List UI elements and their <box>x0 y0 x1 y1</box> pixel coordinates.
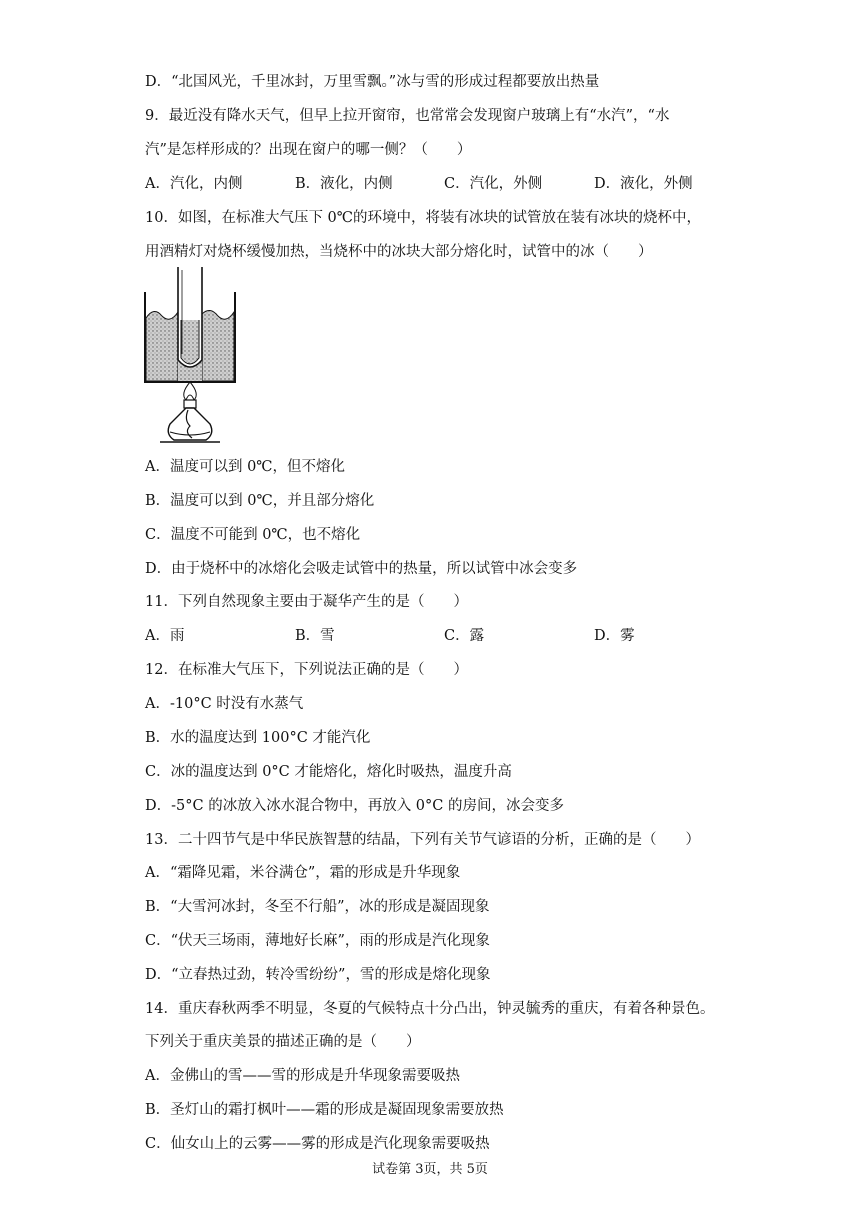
q10-option-d: D．由于烧杯中的冰熔化会吸走试管中的热量，所以试管中冰会变多 <box>145 561 578 577</box>
q12-option-b: B．水的温度达到 100°C 才能汽化 <box>145 730 371 746</box>
q9-option-a: A．汽化，内侧 <box>145 176 243 192</box>
q12-option-c: C．冰的温度达到 0°C 才能熔化，熔化时吸热，温度升高 <box>145 764 512 780</box>
q14-stem-line2: 下列关于重庆美景的描述正确的是（ ） <box>145 1034 421 1050</box>
q12-option-a: A．-10°C 时没有水蒸气 <box>145 696 304 712</box>
q9-stem-line2: 汽”是怎样形成的？出现在窗户的哪一侧？（ ） <box>145 142 472 158</box>
q9-stem-line1: 9．最近没有降水天气，但早上拉开窗帘，也常常会发现窗户玻璃上有“水汽”，“水 <box>145 108 670 124</box>
q11-stem: 11．下列自然现象主要由于凝华产生的是（ ） <box>145 594 468 610</box>
q9-option-c: C．汽化，外侧 <box>444 176 543 192</box>
q14-stem-line1: 14．重庆春秋两季不明显，冬夏的气候特点十分凸出，钟灵毓秀的重庆，有着各种景色。 <box>145 1001 715 1017</box>
apparatus-illustration <box>140 262 240 447</box>
q10-option-b: B．温度可以到 0℃，并且部分熔化 <box>145 493 375 509</box>
q8-option-d: D．“北国风光，千里冰封，万里雪飘。”冰与雪的形成过程都要放出热量 <box>145 74 600 90</box>
q14-option-c: C．仙女山上的云雾——雾的形成是汽化现象需要吸热 <box>145 1136 490 1152</box>
q11-option-c: C．露 <box>444 628 485 644</box>
q10-stem-line1: 10．如图，在标准大气压下 0℃的环境中，将装有冰块的试管放在装有冰块的烧杯中， <box>145 210 702 226</box>
q13-option-d: D．“立春热过劲，转冷雪纷纷”，雪的形成是熔化现象 <box>145 967 491 983</box>
q13-stem: 13．二十四节气是中华民族智慧的结晶，下列有关节气谚语的分析，正确的是（ ） <box>145 832 700 848</box>
q11-option-a: A．雨 <box>145 628 185 644</box>
q14-option-b: B．圣灯山的霜打枫叶——霜的形成是凝固现象需要放热 <box>145 1102 504 1118</box>
q13-option-b: B．“大雪河冰封，冬至不行船”，冰的形成是凝固现象 <box>145 899 490 915</box>
q13-option-a: A．“霜降见霜，米谷满仓”，霜的形成是升华现象 <box>145 865 461 881</box>
q12-option-d: D．-5°C 的冰放入冰水混合物中，再放入 0°C 的房间，冰会变多 <box>145 798 564 814</box>
q10-option-c: C．温度不可能到 0℃，也不熔化 <box>145 527 361 543</box>
q11-option-b: B．雪 <box>295 628 335 644</box>
q14-option-a: A．金佛山的雪——雪的形成是升华现象需要吸热 <box>145 1068 460 1084</box>
page-footer: 试卷第 3页，共 5页 <box>372 1162 488 1177</box>
q10-stem-line2: 用酒精灯对烧杯缓慢加热，当烧杯中的冰块大部分熔化时，试管中的冰（ ） <box>145 244 653 260</box>
q12-stem: 12．在标准大气压下，下列说法正确的是（ ） <box>145 662 468 678</box>
beaker-alcohol-lamp-figure <box>140 262 240 447</box>
q13-option-c: C．“伏天三场雨，薄地好长麻”，雨的形成是汽化现象 <box>145 933 490 949</box>
q9-option-b: B．液化，内侧 <box>295 176 393 192</box>
q9-option-d: D．液化，外侧 <box>594 176 693 192</box>
q10-option-a: A．温度可以到 0℃，但不熔化 <box>145 459 346 475</box>
q11-option-d: D．雾 <box>594 628 635 644</box>
